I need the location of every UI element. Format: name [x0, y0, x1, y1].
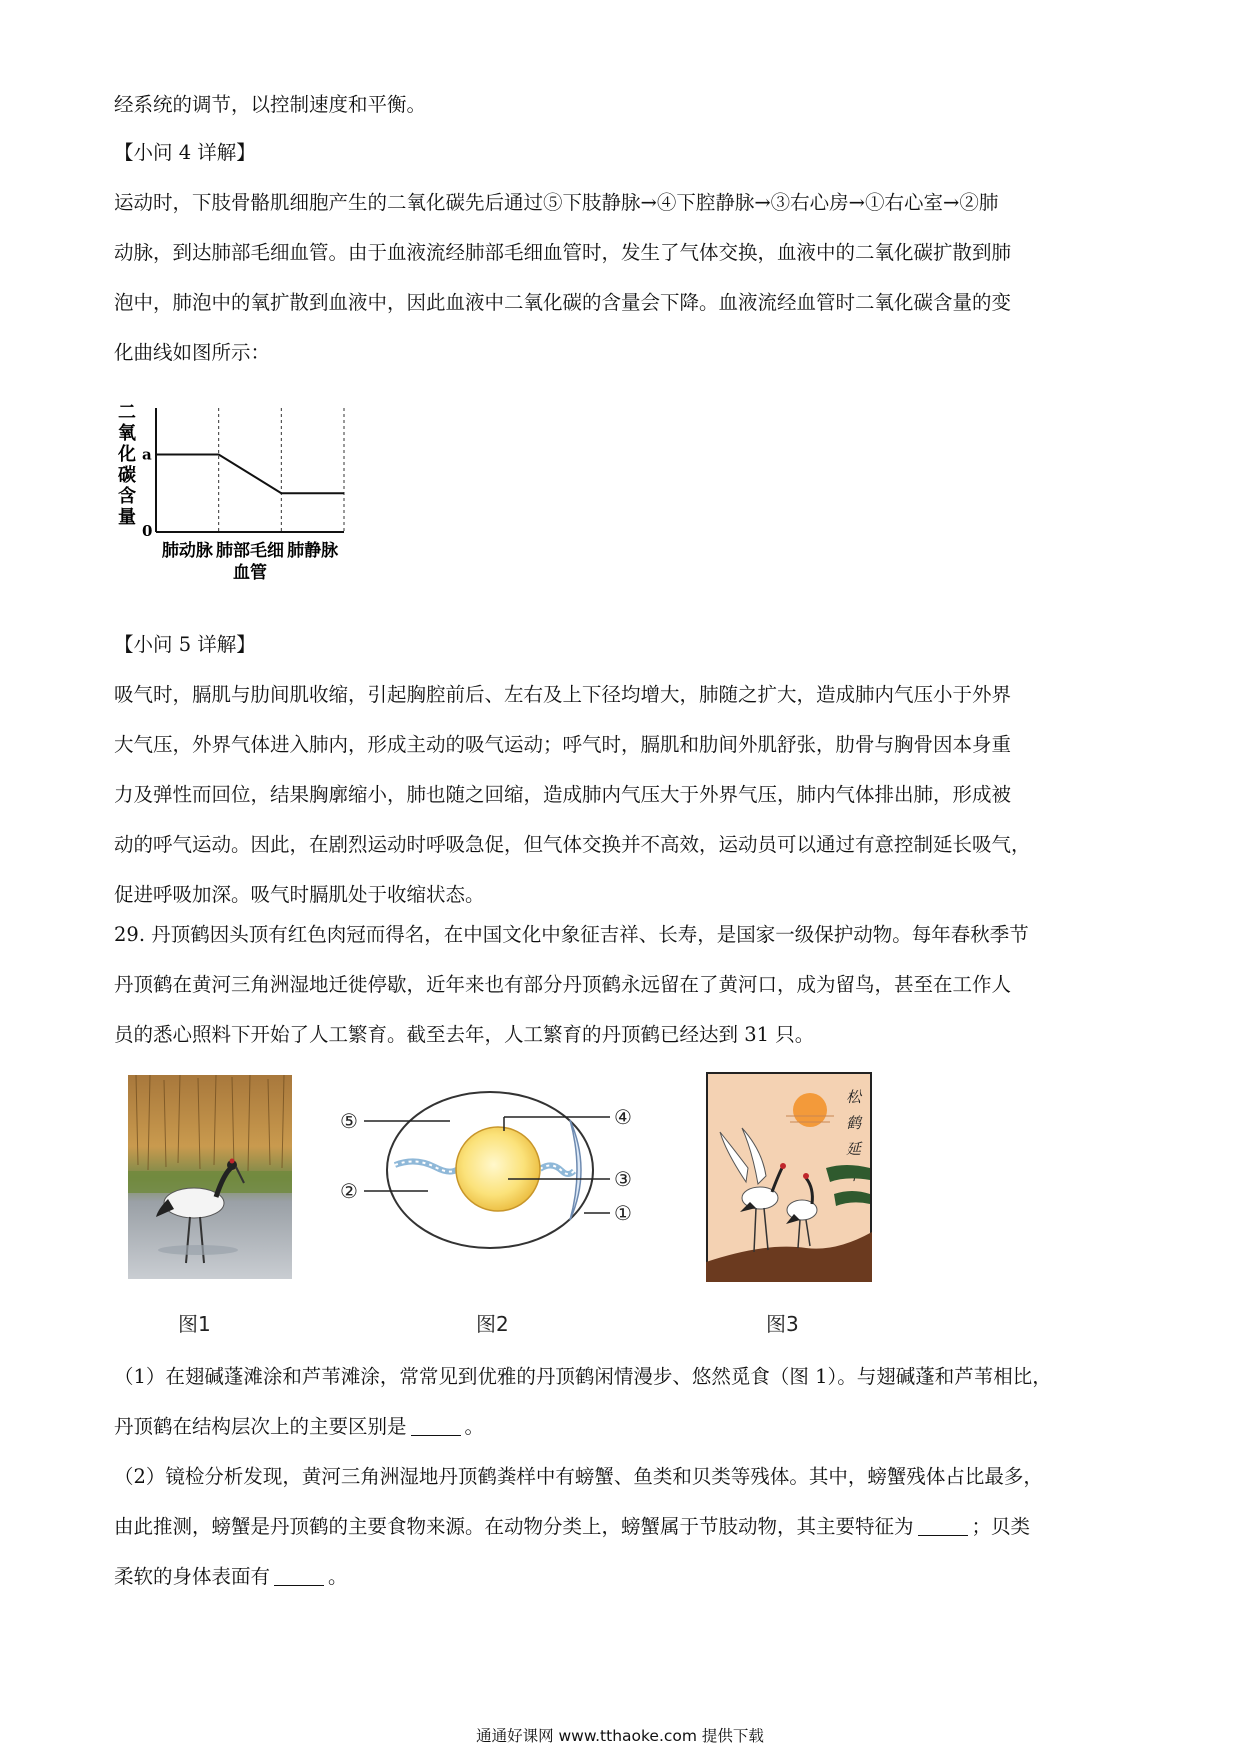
- sub-question-2: [114, 1452, 1124, 1602]
- text-line: 动脉，到达肺部毛细血管。由于血液流经肺部毛细血管时，发生了气体交换，血液中的二氧化碳扩散到肺: [114, 241, 1012, 264]
- y-axis-label-char: 碳: [118, 465, 136, 486]
- label-5: ⑤: [340, 1109, 358, 1133]
- series-line-co2: [156, 455, 344, 494]
- x-category-label: 肺动脉: [161, 541, 213, 561]
- svg-text:延: 延: [846, 1140, 862, 1158]
- x-category-label: 血管: [233, 563, 267, 583]
- y-tick-label: 0: [142, 522, 153, 540]
- text-line: 经系统的调节，以控制速度和平衡。: [114, 93, 427, 116]
- label-3: ③: [614, 1167, 632, 1191]
- text-line: （1）在翅碱蓬滩涂和芦苇滩涂，常常见到优雅的丹顶鹤闲情漫步、悠然觅食（图 1）。与翅碱蓬和芦苇相比，: [114, 1365, 1052, 1388]
- text-line: 大气压，外界气体进入肺内，形成主动的吸气运动；呼气时，膈肌和肋间外肌舒张，肋骨与胸骨因本身重: [114, 733, 1012, 756]
- y-axis-label-char: 化: [118, 444, 136, 465]
- text-line: 员的悉心照料下开始了人工繁育。截至去年，人工繁育的丹顶鹤已经达到 31 只。: [114, 1023, 815, 1046]
- x-category-label: 肺静脉: [287, 541, 339, 561]
- text-line: 由此推测，螃蟹是丹顶鹤的主要食物来源。在动物分类上，螃蟹属于节肢动物，其主要特征为 ；贝类: [114, 1515, 1031, 1538]
- text-line: （2）镜检分析发现，黄河三角洲湿地丹顶鹤粪样中有螃蟹、鱼类和贝类等残体。其中，螃蟹残体占比最多，: [114, 1465, 1043, 1488]
- figure-1-caption: 图1: [178, 1312, 211, 1336]
- text-line: 动的呼气运动。因此，在剧烈运动时呼吸急促，但气体交换并不高效，运动员可以通过有意控制延长吸气，: [114, 833, 1031, 856]
- sub-question-1: [114, 1352, 1124, 1452]
- answer-blank[interactable]: [411, 1416, 461, 1437]
- cranes-painting-figure: [706, 1072, 872, 1282]
- label-2: ②: [340, 1179, 358, 1203]
- y-tick-label: a: [142, 445, 152, 464]
- y-axis-label-char: 二: [118, 402, 136, 423]
- text-line: 丹顶鹤在结构层次上的主要区别是 。: [114, 1415, 485, 1438]
- water-reflection: [158, 1245, 238, 1255]
- text-line: 吸气时，膈肌与肋间肌收缩，引起胸腔前后、左右及上下径均增大，肺随之扩大，造成肺内气压小于外界: [114, 683, 1012, 706]
- text-line: 促进呼吸加深。吸气时膈肌处于收缩状态。: [114, 883, 485, 906]
- page-footer: 通通好课网 www.tthaoke.com 提供下载: [476, 1727, 764, 1745]
- figure-2-caption: 图2: [476, 1312, 509, 1336]
- co2-content-chart: [108, 400, 408, 600]
- svg-text:松: 松: [846, 1088, 862, 1106]
- text-line: 泡中，肺泡中的氧扩散到血液中，因此血液中二氧化碳的含量会下降。血液流经血管时二氧化碳含量的变: [114, 291, 1012, 314]
- section-4: [114, 128, 1124, 378]
- y-axis-label-char: 氧: [118, 423, 136, 444]
- y-axis-label-char: 含: [118, 486, 136, 507]
- text-line: 29. 丹顶鹤因头顶有红色肉冠而得名，在中国文化中象征吉祥、长寿，是国家一级保护动物。每年春秋季节: [114, 923, 1029, 946]
- text-line: 化曲线如图所示：: [114, 341, 271, 364]
- figure-3-caption: 图3: [766, 1312, 799, 1336]
- svg-text:鹤: 鹤: [846, 1114, 862, 1132]
- question-29: [114, 910, 1124, 1060]
- text-line: 运动时，下肢骨骼肌细胞产生的二氧化碳先后通过⑤下肢静脉→④下腔静脉→③右心房→①右心室→②肺: [114, 191, 999, 214]
- section-3-tail: [114, 80, 1124, 130]
- text-line: 丹顶鹤在黄河三角洲湿地迁徙停歇，近年来也有部分丹顶鹤永远留在了黄河口，成为留鸟，甚至在工作人: [114, 973, 1012, 996]
- grass-bank: [128, 1171, 292, 1193]
- section-5-heading: 【小问 5 详解】: [114, 633, 256, 656]
- answer-blank[interactable]: [918, 1516, 968, 1537]
- section-5: [114, 620, 1124, 920]
- crane-photo-figure: [128, 1075, 292, 1279]
- y-axis-label-char: 量: [118, 507, 136, 528]
- egg-structure-diagram: [340, 1085, 650, 1255]
- label-4: ④: [614, 1105, 632, 1129]
- section-4-heading: 【小问 4 详解】: [114, 141, 256, 164]
- answer-blank[interactable]: [274, 1566, 324, 1587]
- text-line: 力及弹性而回位，结果胸廓缩小，肺也随之回缩，造成肺内气压大于外界气压，肺内气体排出肺，形成被: [114, 783, 1012, 806]
- text-line: 柔软的身体表面有 。: [114, 1565, 348, 1588]
- x-category-label: 肺部毛细: [216, 541, 284, 561]
- label-1: ①: [614, 1201, 632, 1225]
- yolk: [456, 1127, 540, 1211]
